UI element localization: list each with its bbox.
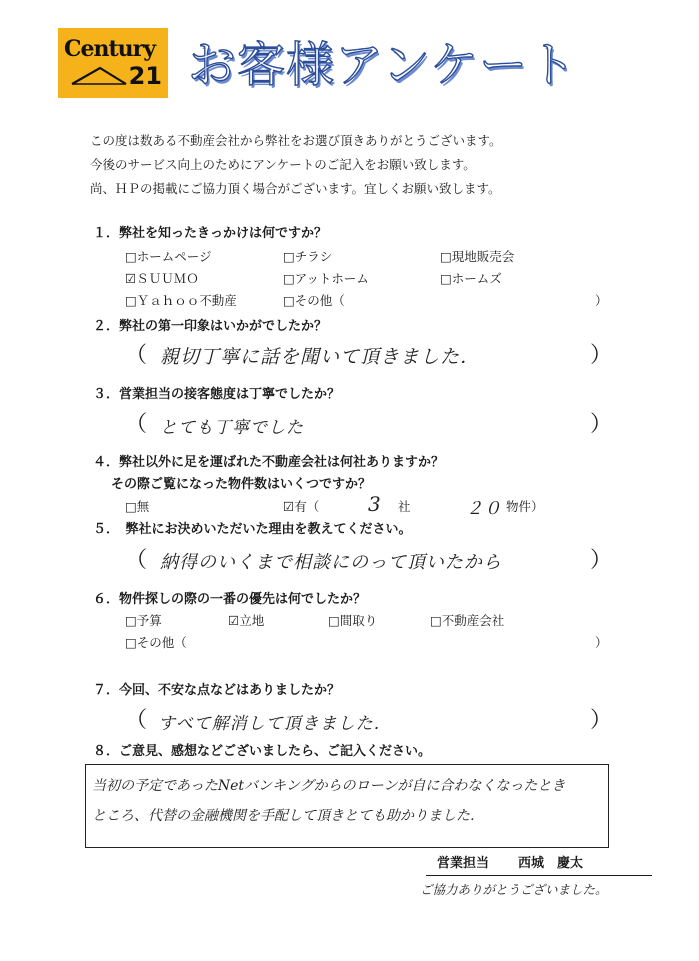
q1-option-other[interactable]: □その他（ xyxy=(283,293,345,308)
q1-option-flyer[interactable]: □チラシ xyxy=(283,249,333,264)
logo-number: 21 xyxy=(128,62,162,90)
question-2: ２．弊社の第一印象はいかがでしたか？ xyxy=(93,319,328,334)
q7-handwritten-answer[interactable]: すべて解消して頂きました． xyxy=(158,714,392,734)
q3-paren-close: ） xyxy=(590,412,613,437)
q4-company-count[interactable]: 3 xyxy=(368,492,382,516)
staff-label: 営業担当 xyxy=(437,856,490,871)
question-5: ５． 弊社にお決めいただいた理由を教えてください。 xyxy=(93,522,412,537)
q3-handwritten-answer[interactable]: とても丁寧でした xyxy=(160,418,304,438)
q7-paren-close: ） xyxy=(590,708,613,733)
logo-wordmark: Century xyxy=(64,36,156,62)
q1-option-yahoo[interactable]: □Ｙａｈｏｏ不動産 xyxy=(125,293,237,308)
q1-option-open-house[interactable]: □現地販売会 xyxy=(440,249,515,264)
q1-option-homes[interactable]: □ホームズ xyxy=(440,271,502,286)
page-title: お客様アンケート xyxy=(188,37,578,93)
q6-option-other[interactable]: □その他（ xyxy=(125,635,187,650)
q4-properties-unit: 物件） xyxy=(506,499,544,514)
intro-line-3: 尚、ＨＰの掲載にご協力頂く場合がございます。宜しくお願い致します。 xyxy=(90,181,501,196)
thanks-message: ご協力ありがとうございました。 xyxy=(420,882,608,897)
q1-option-homepage[interactable]: □ホームページ xyxy=(125,249,212,264)
q6-option-floorplan[interactable]: □間取り xyxy=(328,613,378,628)
q1-option-suumo[interactable]: ☑ＳＵＵＭＯ xyxy=(125,271,199,286)
q1-other-close: ） xyxy=(595,293,608,308)
q8-handwritten-line-2[interactable]: ところ、代替の金融機関を手配して頂きとても助かりました． xyxy=(92,808,484,824)
q2-handwritten-answer[interactable]: 親切丁寧に話を聞いて頂きました． xyxy=(160,346,481,368)
q4-property-count[interactable]: ２０ xyxy=(466,499,502,519)
q6-other-close: ） xyxy=(595,635,608,650)
q6-option-budget[interactable]: □予算 xyxy=(125,613,162,628)
q2-paren-open: （ xyxy=(125,343,148,368)
q4-option-yes[interactable]: ☑有（ xyxy=(283,499,320,514)
q5-paren-close: ） xyxy=(590,548,613,573)
question-4: ４．弊社以外に足を運ばれた不動産会社は何社ありますか？ xyxy=(93,455,445,470)
q6-option-company[interactable]: □不動産会社 xyxy=(430,613,505,628)
house-roof-icon xyxy=(70,64,128,86)
q3-paren-open: （ xyxy=(125,412,148,437)
staff-name: 西城 慶太 xyxy=(518,856,584,871)
q5-handwritten-answer[interactable]: 納得のいくまで相談にのって頂いたから xyxy=(160,552,502,573)
q7-paren-open: （ xyxy=(125,708,148,733)
century21-logo xyxy=(58,28,168,98)
question-7: ７．今回、不安な点などはありましたか？ xyxy=(93,683,341,698)
question-4-sub: その際ご覧になった物件数はいくつですか？ xyxy=(111,477,372,492)
intro-line-2: 今後のサービス向上のためにアンケートのご記入をお願い致します。 xyxy=(90,157,476,172)
question-6: ６．物件探しの際の一番の優先は何でしたか？ xyxy=(93,592,367,607)
question-1: １．弊社を知ったきっかけは何ですか？ xyxy=(93,226,328,241)
q6-option-location[interactable]: ☑立地 xyxy=(228,613,265,628)
q4-companies-unit: 社 xyxy=(398,499,411,514)
q2-paren-close: ） xyxy=(590,343,613,368)
q8-handwritten-line-1[interactable]: 当初の予定であったNetバンキングからのローンが自に合わなくなったとき xyxy=(92,778,566,794)
staff-underline xyxy=(426,875,652,876)
intro-line-1: この度は数ある不動産会社から弊社をお選び頂きありがとうございます。 xyxy=(90,133,502,148)
question-3: ３．営業担当の接客態度は丁寧でしたか？ xyxy=(93,387,341,402)
q1-option-athome[interactable]: □アットホーム xyxy=(283,271,369,286)
q5-paren-open: （ xyxy=(125,548,148,573)
q4-option-none[interactable]: □無 xyxy=(125,499,150,514)
question-8: ８．ご意見、感想などございましたら、ご記入ください。 xyxy=(93,744,432,759)
